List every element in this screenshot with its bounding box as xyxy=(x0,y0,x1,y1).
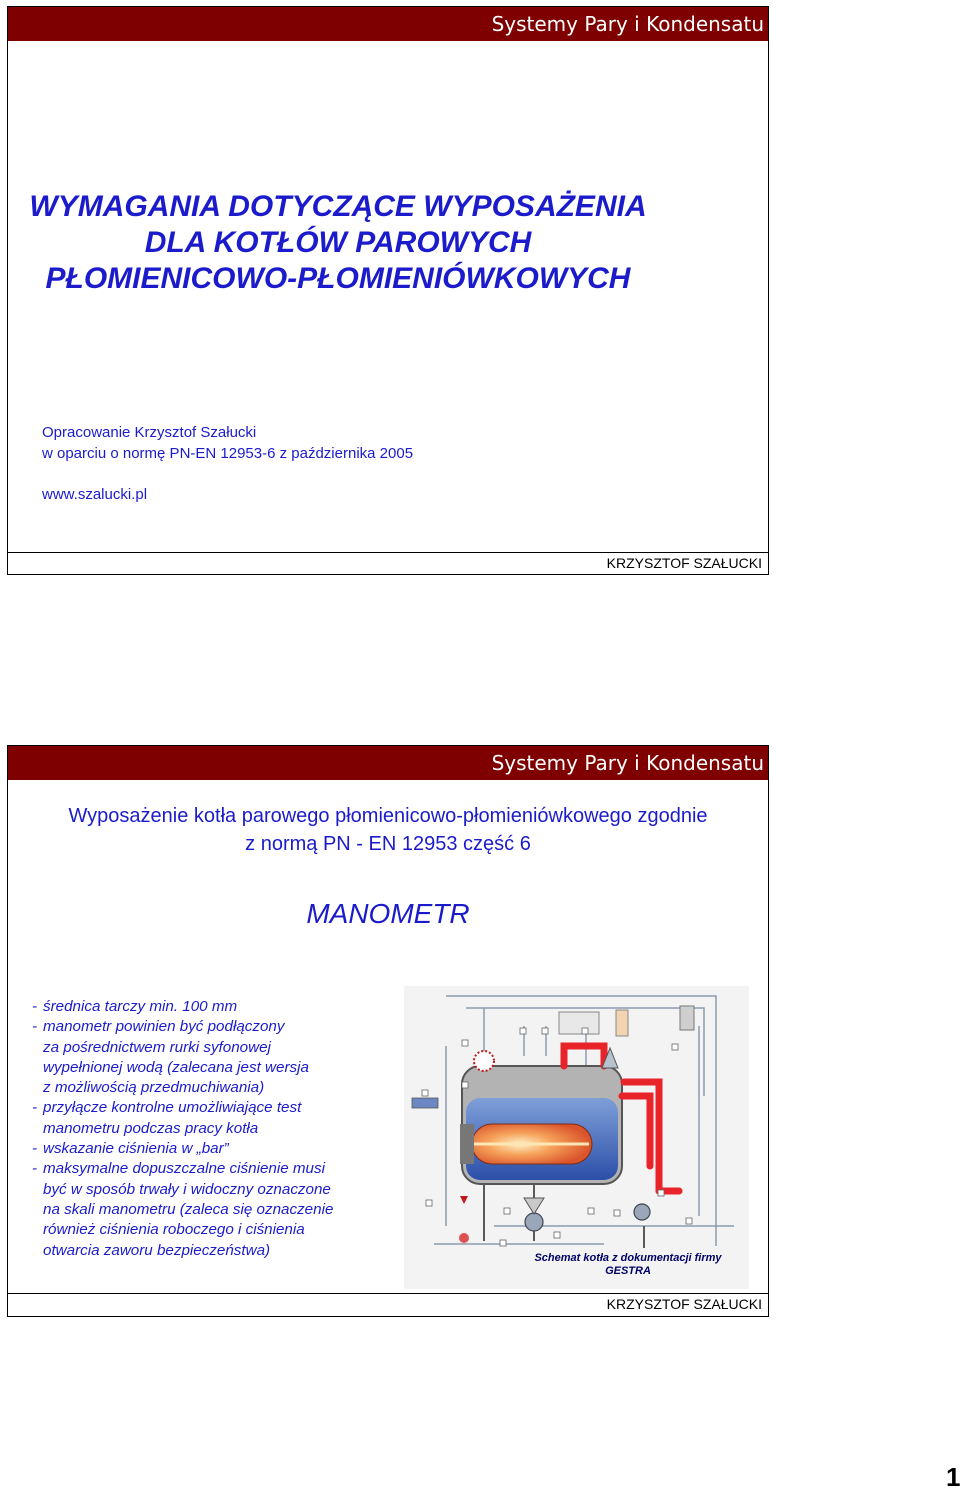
norm-reference: w oparciu o normę PN-EN 12953-6 z października 2005 xyxy=(42,445,414,462)
requirements-list xyxy=(32,997,412,1261)
subtitle-line: z normą PN - EN 12953 część 6 xyxy=(245,833,531,855)
list-item-continuation: wypełnionej wodą (zalecana jest wersja xyxy=(43,1058,309,1076)
author-line: Opracowanie Krzysztof Szałucki xyxy=(42,424,257,441)
website-link[interactable]: www.szalucki.pl xyxy=(42,486,148,503)
list-item-text: manometr powinien być podłączony xyxy=(43,1018,285,1036)
title-line: DLA KOTŁÓW PAROWYCH xyxy=(144,226,532,259)
caption-line: GESTRA xyxy=(605,1265,651,1277)
list-item-continuation: również ciśnienia roboczego i ciśnienia xyxy=(43,1221,305,1239)
list-item: - średnica tarczy min. 100 mm xyxy=(32,998,238,1015)
title-line: WYMAGANIA DOTYCZĄCE WYPOSAŻENIA xyxy=(29,190,647,223)
section-title: MANOMETR xyxy=(306,898,470,929)
list-item: - maksymalne dopuszczalne ciśnienie musi być w sposób trwały i widoczny oznaczone na skali manometru (zaleca się oznaczenie również ciśnienia roboczego i ciśnienia otwarcia zaworu bezpieczeństwa) xyxy=(32,1159,412,1260)
title-line: PŁOMIENICOWO-PŁOMIENIÓWKOWYCH xyxy=(45,262,631,295)
list-item-continuation: za pośrednictwem rurki syfonowej xyxy=(43,1038,271,1056)
list-item-text: maksymalne dopuszczalne ciśnienie musi xyxy=(43,1160,325,1178)
footer-divider xyxy=(8,552,768,553)
subtitle-line: Wyposażenie kotła parowego płomienicowo-płomieniówkowego zgodnie xyxy=(68,805,708,827)
list-item-continuation: otwarcia zaworu bezpieczeństwa) xyxy=(43,1241,271,1259)
boiler-body xyxy=(460,1066,622,1184)
list-item-continuation: manometru podczas pracy kotła xyxy=(43,1119,259,1137)
list-item-text: przyłącze kontrolne umożliwiające test xyxy=(43,1099,302,1117)
list-item-text: wskazanie ciśnienia w „bar” xyxy=(43,1140,229,1158)
slide-2 xyxy=(7,745,769,1317)
footer-divider xyxy=(8,1293,768,1294)
footer-author: KRZYSZTOF SZAŁUCKI xyxy=(606,1296,762,1312)
list-item: - manometr powinien być podłączony za pośrednictwem rurki syfonowej wypełnionej wodą (zalecana jest wersja z możliwością przedmuchiwania) xyxy=(32,1017,412,1098)
list-item: - wskazanie ciśnienia w „bar” xyxy=(32,1140,229,1158)
slide-header xyxy=(8,746,768,780)
footer-author: KRZYSZTOF SZAŁUCKI xyxy=(606,555,762,571)
list-item-continuation: być w sposób trwały i widoczny oznaczone xyxy=(43,1180,331,1198)
slide-header xyxy=(8,7,768,41)
list-item-text: średnica tarczy min. 100 mm xyxy=(43,998,238,1015)
header-title: Systemy Pary i Kondensatu xyxy=(491,751,764,775)
main-title xyxy=(8,189,668,297)
slide-1 xyxy=(7,6,769,575)
page-number: 1 xyxy=(946,1462,960,1492)
boiler-schematic xyxy=(404,986,749,1289)
diagram-caption xyxy=(528,1252,728,1278)
list-item: - przyłącze kontrolne umożliwiające test manometru podczas pracy kotła xyxy=(32,1098,412,1139)
list-item-continuation: na skali manometru (zaleca się oznaczenie xyxy=(43,1200,334,1218)
caption-line: Schemat kotła z dokumentacji firmy xyxy=(534,1252,722,1264)
slide-subtitle xyxy=(8,802,768,858)
header-title: Systemy Pary i Kondensatu xyxy=(491,12,764,36)
list-item-continuation: z możliwością przedmuchiwania) xyxy=(43,1079,265,1097)
